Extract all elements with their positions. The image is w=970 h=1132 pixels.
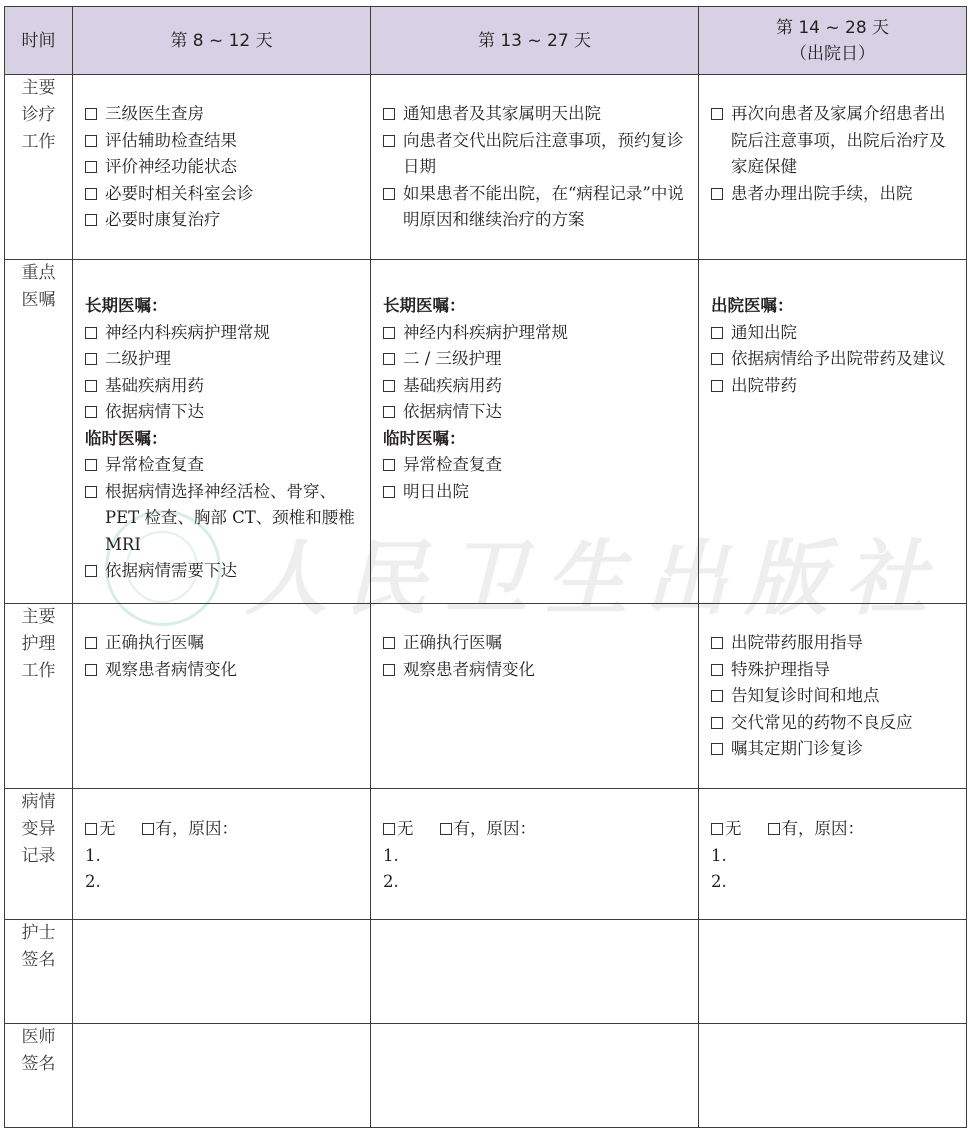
- checkbox[interactable]: [85, 823, 97, 835]
- checklist-item: 出院带药服用指导: [711, 630, 956, 657]
- long-term-orders-title: 长期医嘱：: [85, 296, 168, 315]
- checklist-item: 基础疾病用药: [383, 373, 688, 400]
- checklist-item: 特殊护理指导: [711, 657, 956, 684]
- checklist-item: 交代常见的药物不良反应: [711, 710, 956, 737]
- row-key-orders: [5, 260, 967, 604]
- checklist-item: 必要时康复治疗: [85, 207, 360, 234]
- checkbox[interactable]: [711, 380, 723, 392]
- variance-col1: [73, 789, 371, 920]
- checkbox[interactable]: [85, 353, 97, 365]
- variance-none-option[interactable]: 无: [711, 816, 742, 843]
- checklist-item: 基础疾病用药: [85, 373, 360, 400]
- checklist-item: 依据病情下达: [85, 399, 360, 426]
- orders-col2: [371, 260, 699, 604]
- variance-none-option[interactable]: 无: [383, 816, 414, 843]
- variance-col2: [371, 789, 699, 920]
- doctor-signature-field[interactable]: [73, 1024, 371, 1128]
- checkbox[interactable]: [85, 108, 97, 120]
- checkbox[interactable]: [711, 637, 723, 649]
- checklist-item: 二 / 三级护理: [383, 346, 688, 373]
- checklist-item: 告知复诊时间和地点: [711, 683, 956, 710]
- checkbox[interactable]: [383, 108, 395, 120]
- checklist-item: 再次向患者及家属介绍患者出院后注意事项，出院后治疗及家庭保健: [711, 101, 956, 181]
- checkbox[interactable]: [383, 353, 395, 365]
- row-label-variance: 病情 变异 记录: [5, 789, 73, 920]
- checklist-item: 依据病情下达: [383, 399, 688, 426]
- watermark-text: 人民卫生出版社: [245, 531, 945, 627]
- main-work-col2: [371, 75, 699, 260]
- checkbox[interactable]: [383, 664, 395, 676]
- nurse-signature-field[interactable]: [371, 920, 699, 1024]
- checklist-item: 二级护理: [85, 346, 360, 373]
- row-nursing: [5, 604, 967, 789]
- checklist-item: 患者办理出院手续，出院: [711, 181, 956, 208]
- checkbox[interactable]: [711, 664, 723, 676]
- header-row: [5, 7, 967, 75]
- main-work-col1: [73, 75, 371, 260]
- variance-reason-1[interactable]: 1.: [383, 845, 399, 865]
- variance-reason-1[interactable]: 1.: [711, 845, 727, 865]
- checklist-item: 观察患者病情变化: [383, 657, 688, 684]
- checkbox[interactable]: [85, 486, 97, 498]
- checklist-item: 依据病情给予出院带药及建议: [711, 346, 956, 373]
- orders-col1: [73, 260, 371, 604]
- row-label-key-orders: 重点 医嘱: [5, 260, 73, 604]
- checklist-item: 异常检查复查: [383, 452, 688, 479]
- checkbox[interactable]: [383, 327, 395, 339]
- checklist-item: 依据病情需要下达: [85, 558, 360, 585]
- variance-col3: [699, 789, 967, 920]
- checkbox[interactable]: [383, 459, 395, 471]
- checklist-item: 异常检查复查: [85, 452, 360, 479]
- checklist-item: 评估辅助检查结果: [85, 128, 360, 155]
- header-days-14-28-discharge: 第 14 ~ 28 天 （出院日）: [699, 7, 967, 75]
- header-days-13-27: 第 13 ~ 27 天: [371, 7, 699, 75]
- checkbox[interactable]: [142, 823, 154, 835]
- checkbox[interactable]: [383, 406, 395, 418]
- row-doctor-signature: [5, 1024, 967, 1128]
- row-main-work: [5, 75, 967, 260]
- row-nurse-signature: [5, 920, 967, 1024]
- checkbox[interactable]: [85, 161, 97, 173]
- nursing-col3: [699, 604, 967, 789]
- row-label-main-work: 主要 诊疗 工作: [5, 75, 73, 260]
- row-label-nurse-signature: 护士 签名: [5, 920, 73, 1024]
- checkbox[interactable]: [711, 108, 723, 120]
- variance-none-option[interactable]: 无: [85, 816, 116, 843]
- checklist-item: 正确执行医嘱: [383, 630, 688, 657]
- checkbox[interactable]: [85, 565, 97, 577]
- checklist-item: 神经内科疾病护理常规: [85, 320, 360, 347]
- variance-has-option[interactable]: 有，原因：: [768, 816, 865, 843]
- checkbox[interactable]: [383, 637, 395, 649]
- checkbox[interactable]: [711, 743, 723, 755]
- checkbox[interactable]: [383, 135, 395, 147]
- checkbox[interactable]: [85, 327, 97, 339]
- checklist-item: 通知患者及其家属明天出院: [383, 101, 688, 128]
- checkbox[interactable]: [383, 188, 395, 200]
- header-time: 时间: [5, 7, 73, 75]
- main-work-col3: [699, 75, 967, 260]
- nursing-col2: [371, 604, 699, 789]
- variance-reason-2[interactable]: 2.: [85, 872, 101, 891]
- variance-reason-2[interactable]: 2.: [711, 872, 727, 891]
- checkbox[interactable]: [440, 823, 452, 835]
- checklist-item: 观察患者病情变化: [85, 657, 360, 684]
- checkbox[interactable]: [85, 459, 97, 471]
- checkbox[interactable]: [383, 486, 395, 498]
- checklist-item: 明日出院: [383, 479, 688, 506]
- nurse-signature-field[interactable]: [73, 920, 371, 1024]
- checkbox[interactable]: [85, 214, 97, 226]
- long-term-orders-title: 长期医嘱：: [383, 296, 466, 315]
- doctor-signature-field[interactable]: [371, 1024, 699, 1128]
- checkbox[interactable]: [711, 690, 723, 702]
- checklist-item: 评价神经功能状态: [85, 154, 360, 181]
- checkbox[interactable]: [711, 353, 723, 365]
- checklist-item: 嘱其定期门诊复诊: [711, 736, 956, 763]
- nurse-signature-field[interactable]: [699, 920, 967, 1024]
- checkbox[interactable]: [383, 823, 395, 835]
- checkbox[interactable]: [85, 637, 97, 649]
- checklist-item: 通知出院: [711, 320, 956, 347]
- orders-col3: [699, 260, 967, 604]
- variance-has-option[interactable]: 有，原因：: [440, 816, 537, 843]
- checklist-item: 如果患者不能出院，在“病程记录”中说明原因和继续治疗的方案: [383, 181, 688, 234]
- checkbox[interactable]: [711, 188, 723, 200]
- checkbox[interactable]: [85, 380, 97, 392]
- nursing-col1: [73, 604, 371, 789]
- variance-reason-1[interactable]: 1.: [85, 845, 101, 865]
- checklist-item: 三级医生查房: [85, 101, 360, 128]
- checkbox[interactable]: [383, 380, 395, 392]
- checklist-item: 出院带药: [711, 373, 956, 400]
- checkbox[interactable]: [85, 188, 97, 200]
- discharge-orders-title: 出院医嘱：: [711, 296, 794, 315]
- checkbox[interactable]: [711, 327, 723, 339]
- checklist-item: 向患者交代出院后注意事项，预约复诊日期: [383, 128, 688, 181]
- checkbox[interactable]: [711, 823, 723, 835]
- temporary-orders-title: 临时医嘱：: [85, 428, 168, 448]
- variance-reason-2[interactable]: 2.: [383, 872, 399, 891]
- row-variance: [5, 789, 967, 920]
- checkbox[interactable]: [85, 664, 97, 676]
- checkbox[interactable]: [711, 717, 723, 729]
- doctor-signature-field[interactable]: [699, 1024, 967, 1128]
- header-days-8-12: 第 8 ~ 12 天: [73, 7, 371, 75]
- checkbox[interactable]: [85, 135, 97, 147]
- checklist-item: 神经内科疾病护理常规: [383, 320, 688, 347]
- variance-has-option[interactable]: 有，原因：: [142, 816, 239, 843]
- checkbox[interactable]: [768, 823, 780, 835]
- row-label-doctor-signature: 医师 签名: [5, 1024, 73, 1128]
- checklist-item: 根据病情选择神经活检、骨穿、PET 检查、胸部 CT、颈椎和腰椎 MRI: [85, 479, 360, 559]
- clinical-pathway-table: [4, 6, 967, 1128]
- checkbox[interactable]: [85, 406, 97, 418]
- temporary-orders-title: 临时医嘱：: [383, 428, 466, 448]
- row-label-nursing: 主要 护理 工作: [5, 604, 73, 789]
- checklist-item: 正确执行医嘱: [85, 630, 360, 657]
- checklist-item: 必要时相关科室会诊: [85, 181, 360, 208]
